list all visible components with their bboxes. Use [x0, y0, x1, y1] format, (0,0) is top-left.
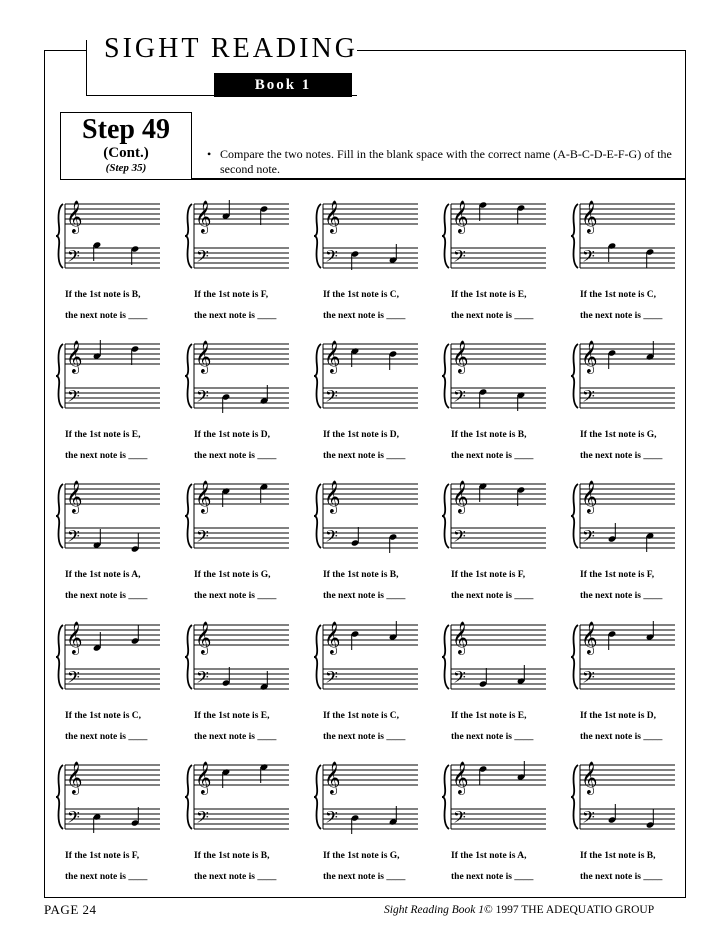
grand-staff — [186, 476, 301, 561]
brace — [571, 765, 578, 829]
first-note — [222, 200, 231, 220]
first-note-text: If the 1st note is E, — [194, 711, 270, 721]
grand-staff — [186, 336, 301, 421]
page-title: SIGHT READING — [104, 33, 358, 64]
answer-blank-text[interactable]: the next note is ____ — [323, 451, 406, 461]
first-note-text: If the 1st note is F, — [65, 851, 140, 861]
grand-staff — [572, 476, 687, 561]
second-note — [517, 665, 526, 685]
brace — [56, 344, 63, 408]
answer-blank-text[interactable]: the next note is ____ — [65, 591, 148, 601]
bass-clef-icon: 𝄢 — [67, 526, 80, 550]
footer-copyright-text: © 1997 THE ADEQUATIO GROUP — [483, 904, 655, 916]
first-note-text: If the 1st note is C, — [65, 711, 141, 721]
first-note-text: If the 1st note is F, — [580, 570, 655, 580]
first-note-text: If the 1st note is G, — [194, 570, 271, 580]
first-note-text: If the 1st note is B, — [323, 570, 399, 580]
exercise-card — [315, 617, 430, 747]
answer-blank-text[interactable]: the next note is ____ — [194, 311, 277, 321]
book-label: Book 1 — [214, 73, 352, 97]
bass-clef-icon: 𝄢 — [196, 667, 209, 691]
grand-staff — [315, 476, 430, 561]
bass-clef-icon: 𝄢 — [196, 807, 209, 831]
first-note-text: If the 1st note is E, — [451, 290, 527, 300]
exercise-card — [315, 476, 430, 606]
instruction-text: Compare the two notes. Fill in the blank space with the correct name (A-B-C-D-E-F-G) of the second note. — [220, 147, 672, 176]
answer-blank-text[interactable]: the next note is ____ — [323, 311, 406, 321]
bass-clef-icon: 𝄢 — [582, 246, 595, 270]
first-note — [93, 813, 102, 833]
brace — [442, 765, 449, 829]
first-note-text: If the 1st note is D, — [194, 430, 270, 440]
treble-clef-icon: 𝄞 — [324, 340, 341, 373]
exercise-card — [57, 336, 172, 466]
second-note — [517, 486, 526, 506]
brace — [571, 484, 578, 548]
first-note-text: If the 1st note is C, — [323, 290, 399, 300]
exercise-card — [572, 757, 687, 887]
first-note-text: If the 1st note is B, — [65, 290, 141, 300]
exercise-card — [186, 336, 301, 466]
grand-staff — [57, 476, 172, 561]
bass-clef-icon: 𝄢 — [582, 386, 595, 410]
second-note — [646, 532, 655, 552]
treble-clef-icon: 𝄞 — [324, 200, 341, 233]
first-note — [222, 667, 231, 687]
bass-clef-icon: 𝄢 — [196, 246, 209, 270]
answer-blank-text[interactable]: the next note is ____ — [65, 872, 148, 882]
second-note — [131, 807, 140, 827]
bass-clef-icon: 𝄢 — [196, 386, 209, 410]
exercise-card — [443, 196, 558, 326]
first-note — [479, 668, 488, 688]
bass-clef-icon: 𝄢 — [325, 667, 338, 691]
exercise-card — [57, 757, 172, 887]
answer-blank-text[interactable]: the next note is ____ — [580, 732, 663, 742]
exercise-card — [572, 476, 687, 606]
first-note-text: If the 1st note is D, — [323, 430, 399, 440]
brace — [185, 765, 192, 829]
treble-clef-icon: 𝄞 — [452, 480, 469, 513]
brace — [442, 484, 449, 548]
grand-staff — [572, 336, 687, 421]
exercise-card — [57, 617, 172, 747]
answer-blank-text[interactable]: the next note is ____ — [194, 591, 277, 601]
treble-clef-icon: 𝄞 — [452, 621, 469, 654]
bass-clef-icon: 𝄢 — [67, 807, 80, 831]
brace — [314, 344, 321, 408]
first-note-text: If the 1st note is F, — [194, 290, 269, 300]
treble-clef-icon: 𝄞 — [581, 480, 598, 513]
first-note-text: If the 1st note is C, — [323, 711, 399, 721]
first-note-text: If the 1st note is B, — [194, 851, 270, 861]
exercise-card — [572, 196, 687, 326]
brace — [442, 204, 449, 268]
grand-staff — [572, 757, 687, 842]
footer-book-title: Sight Reading Book 1 — [384, 904, 484, 916]
brace — [56, 765, 63, 829]
grand-staff — [57, 617, 172, 702]
answer-blank-text[interactable]: the next note is ____ — [65, 451, 148, 461]
first-note-text: If the 1st note is B, — [580, 851, 656, 861]
answer-blank-text[interactable]: the next note is ____ — [65, 732, 148, 742]
second-note — [260, 483, 269, 503]
treble-clef-icon: 𝄞 — [581, 200, 598, 233]
treble-clef-icon: 𝄞 — [324, 761, 341, 794]
treble-clef-icon: 𝄞 — [324, 480, 341, 513]
grand-staff — [186, 617, 301, 702]
grand-staff — [315, 757, 430, 842]
grand-staff — [57, 757, 172, 842]
grand-staff — [315, 617, 430, 702]
grand-staff — [57, 336, 172, 421]
treble-clef-icon: 𝄞 — [452, 200, 469, 233]
exercise-card — [572, 336, 687, 466]
brace — [571, 625, 578, 689]
second-note — [389, 621, 398, 641]
grand-staff — [572, 617, 687, 702]
bass-clef-icon: 𝄢 — [67, 386, 80, 410]
answer-blank-text[interactable]: the next note is ____ — [580, 872, 663, 882]
brace — [442, 625, 449, 689]
brace — [56, 484, 63, 548]
grand-staff — [443, 476, 558, 561]
page-number: PAGE 24 — [44, 902, 97, 917]
second-note — [389, 350, 398, 370]
exercise-card — [443, 757, 558, 887]
treble-clef-icon: 𝄞 — [452, 761, 469, 794]
treble-clef-icon: 𝄞 — [581, 761, 598, 794]
first-note — [608, 242, 617, 262]
answer-blank-text[interactable]: the next note is ____ — [451, 872, 534, 882]
first-note-text: If the 1st note is E, — [65, 430, 141, 440]
first-note — [93, 340, 102, 360]
answer-blank-text[interactable]: the next note is ____ — [194, 451, 277, 461]
first-note-text: If the 1st note is G, — [323, 851, 400, 861]
bass-clef-icon: 𝄢 — [582, 807, 595, 831]
exercise-card — [57, 196, 172, 326]
treble-clef-icon: 𝄞 — [66, 761, 83, 794]
first-note — [479, 201, 488, 221]
exercise-card — [186, 196, 301, 326]
second-note — [131, 245, 140, 265]
step-label: Step 49 — [82, 114, 170, 145]
first-note — [93, 529, 102, 549]
exercise-card — [315, 336, 430, 466]
exercise-card — [443, 617, 558, 747]
header-divider — [192, 178, 686, 180]
grand-staff — [186, 757, 301, 842]
first-note-text: If the 1st note is A, — [451, 851, 527, 861]
grand-staff — [57, 196, 172, 281]
brace — [314, 765, 321, 829]
brace — [185, 484, 192, 548]
answer-blank-text[interactable]: the next note is ____ — [323, 591, 406, 601]
grand-staff — [443, 757, 558, 842]
first-note-text: If the 1st note is F, — [451, 570, 526, 580]
bass-clef-icon: 𝄢 — [67, 667, 80, 691]
answer-blank-text[interactable]: the next note is ____ — [65, 311, 148, 321]
exercise-card — [315, 196, 430, 326]
grand-staff — [315, 196, 430, 281]
first-note-text: If the 1st note is E, — [451, 711, 527, 721]
first-note-text: If the 1st note is C, — [580, 290, 656, 300]
treble-clef-icon: 𝄞 — [66, 480, 83, 513]
treble-clef-icon: 𝄞 — [195, 200, 212, 233]
treble-clef-icon: 𝄞 — [581, 621, 598, 654]
treble-clef-icon: 𝄞 — [581, 340, 598, 373]
treble-clef-icon: 𝄞 — [66, 200, 83, 233]
bass-clef-icon: 𝄢 — [582, 526, 595, 550]
step-box — [60, 112, 192, 180]
first-note-text: If the 1st note is B, — [451, 430, 527, 440]
bass-clef-icon: 𝄢 — [453, 526, 466, 550]
answer-blank-text[interactable]: the next note is ____ — [451, 732, 534, 742]
brace — [314, 484, 321, 548]
treble-clef-icon: 𝄞 — [452, 340, 469, 373]
exercise-card — [315, 757, 430, 887]
grand-staff — [443, 617, 558, 702]
brace — [571, 344, 578, 408]
brace — [185, 625, 192, 689]
footer-copyright — [384, 904, 654, 916]
answer-blank-text[interactable]: the next note is ____ — [194, 732, 277, 742]
grand-staff — [572, 196, 687, 281]
step-cont: (Cont.) — [103, 145, 149, 161]
answer-blank-text[interactable]: the next note is ____ — [580, 311, 663, 321]
exercise-card — [186, 476, 301, 606]
exercise-card — [186, 617, 301, 747]
instructions — [207, 147, 677, 177]
second-note — [260, 205, 269, 225]
bass-clef-icon: 𝄢 — [67, 246, 80, 270]
bass-clef-icon: 𝄢 — [325, 386, 338, 410]
bass-clef-icon: 𝄢 — [196, 526, 209, 550]
answer-blank-text[interactable]: the next note is ____ — [323, 732, 406, 742]
treble-clef-icon: 𝄞 — [324, 621, 341, 654]
treble-clef-icon: 𝄞 — [195, 621, 212, 654]
bass-clef-icon: 𝄢 — [582, 667, 595, 691]
bass-clef-icon: 𝄢 — [453, 807, 466, 831]
brace — [442, 344, 449, 408]
grand-staff — [315, 336, 430, 421]
brace — [185, 344, 192, 408]
first-note-text: If the 1st note is A, — [65, 570, 141, 580]
exercise-card — [572, 617, 687, 747]
second-note — [517, 761, 526, 781]
brace — [185, 204, 192, 268]
treble-clef-icon: 𝄞 — [195, 480, 212, 513]
brace — [571, 204, 578, 268]
treble-clef-icon: 𝄞 — [66, 621, 83, 654]
bass-clef-icon: 𝄢 — [325, 526, 338, 550]
bass-clef-icon: 𝄢 — [325, 246, 338, 270]
answer-blank-text[interactable]: the next note is ____ — [194, 872, 277, 882]
exercise-card — [443, 336, 558, 466]
bass-clef-icon: 𝄢 — [325, 807, 338, 831]
exercise-card — [443, 476, 558, 606]
second-note — [389, 244, 398, 264]
answer-blank-text[interactable]: the next note is ____ — [580, 451, 663, 461]
treble-clef-icon: 𝄞 — [195, 761, 212, 794]
brace — [314, 625, 321, 689]
brace — [56, 625, 63, 689]
bass-clef-icon: 𝄢 — [453, 246, 466, 270]
answer-blank-text[interactable]: the next note is ____ — [451, 311, 534, 321]
first-note — [351, 250, 360, 270]
first-note — [351, 527, 360, 547]
treble-clef-icon: 𝄞 — [66, 340, 83, 373]
second-note — [131, 345, 140, 365]
grand-staff — [443, 336, 558, 421]
bass-clef-icon: 𝄢 — [453, 667, 466, 691]
first-note-text: If the 1st note is G, — [580, 430, 657, 440]
treble-clef-icon: 𝄞 — [195, 340, 212, 373]
second-note — [646, 621, 655, 641]
bass-clef-icon: 𝄢 — [453, 386, 466, 410]
brace — [314, 204, 321, 268]
first-note-text: If the 1st note is D, — [580, 711, 656, 721]
answer-blank-text[interactable]: the next note is ____ — [580, 591, 663, 601]
grand-staff — [186, 196, 301, 281]
answer-blank-text[interactable]: the next note is ____ — [323, 872, 406, 882]
step-ref: (Step 35) — [105, 162, 147, 174]
brace — [56, 204, 63, 268]
grand-staff — [443, 196, 558, 281]
exercise-card — [57, 476, 172, 606]
bullet-icon: • — [207, 147, 212, 161]
answer-blank-text[interactable]: the next note is ____ — [451, 451, 534, 461]
exercise-card — [186, 757, 301, 887]
answer-blank-text[interactable]: the next note is ____ — [451, 591, 534, 601]
